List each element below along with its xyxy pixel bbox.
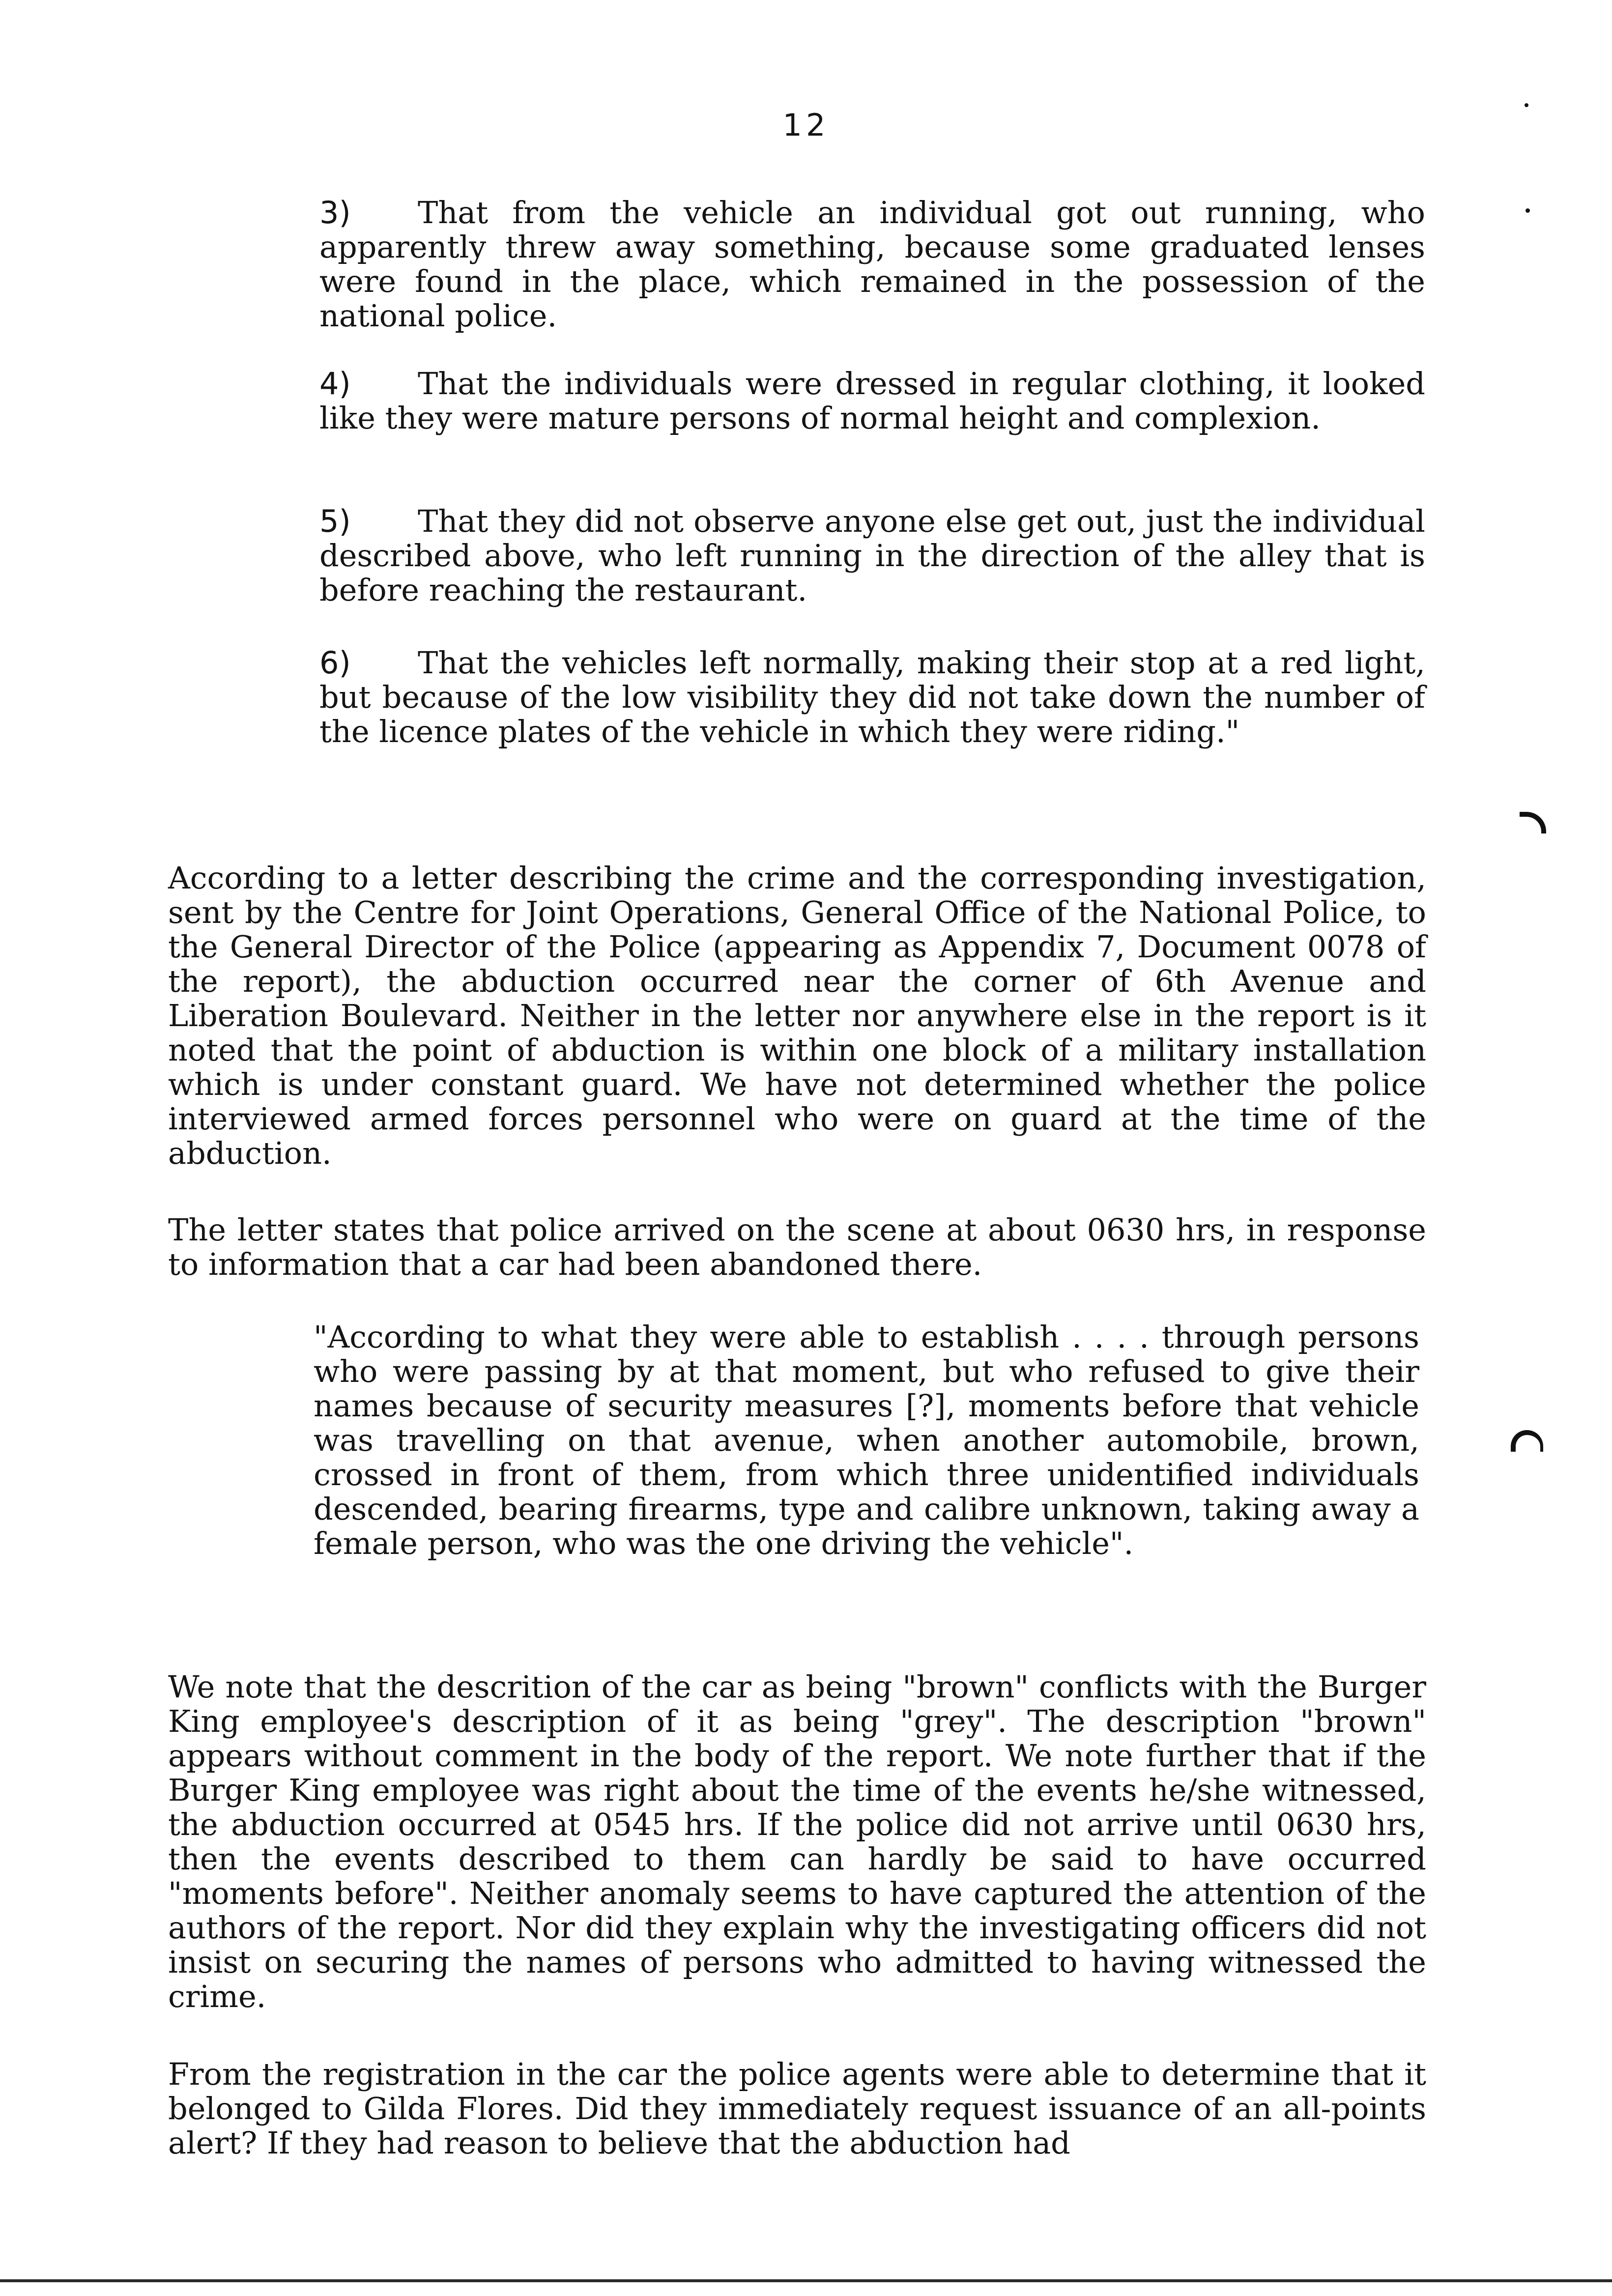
body-paragraph: From the registration in the car the police agents were able to determine that it belonged to Gilda Flores. Did they immediately request issuance of an all-points alert? If they had reason to believe that the abduction had (168, 2056, 1426, 2161)
block-quote: "According to what they were able to establish . . . . through persons who were passing by at that moment, but who refused to give their names because of security measures [?], moments before that vehicle was travelling on that avenue, when another automobile, brown, crossed in front of them, from which three unidentified individuals descended, bearing firearms, type and calibre unknown, taking away a female person, who was the one driving the vehicle". (314, 1319, 1419, 1561)
body-paragraph: According to a letter describing the crime and the corresponding investigation, sent by the Centre for Joint Operations, General Office of the National Police, to the General Director of the Police (appearing as Appendix 7, Document 0078 of the report), the abduction occurred near the corner of 6th Avenue and Liberation Boulevard. Neither in the letter nor anywhere else in the report is it noted that the point of abduction is within one block of a military installation which is under constant guard. We have not determined whether the police interviewed armed forces personnel who were on guard at the time of the abduction. (168, 860, 1426, 1171)
margin-dot-mark (1526, 208, 1530, 213)
item-number: 5) (319, 503, 351, 539)
list-item (319, 646, 1425, 749)
list-item (319, 367, 1425, 435)
item-number: 4) (319, 366, 351, 402)
item-text: That the individuals were dressed in regular clothing, it looked like they were mature persons of normal height and complexion. (319, 366, 1425, 436)
margin-dot-mark (1525, 103, 1528, 107)
body-paragraph: The letter states that police arrived on the scene at about 0630 hrs, in response to information that a car had been abandoned there. (168, 1212, 1426, 1282)
item-number: 6) (319, 645, 351, 681)
page-number: 12 (782, 107, 830, 143)
margin-hook-mark (1511, 1430, 1543, 1452)
bottom-rule (0, 2279, 1612, 2282)
item-text: That they did not observe anyone else get out, just the individual described above, who left running in the direction of the alley that is before reaching the restaurant. (319, 503, 1425, 608)
item-text: That the vehicles left normally, making their stop at a red light, but because of the low visibility they did not take down the number of the licence plates of the vehicle in which they were riding." (319, 645, 1425, 749)
item-number: 3) (319, 195, 351, 230)
list-item (319, 196, 1425, 333)
item-text: That from the vehicle an individual got out running, who apparently threw away something, because some graduated lenses were found in the place, which remained in the possession of the national police. (319, 195, 1425, 334)
body-paragraph: We note that the descrition of the car as being "brown" conflicts with the Burger King employee's description of it as being "grey". The description "brown" appears without comment in the body of the report. We note further that if the Burger King employee was right about the time of the events he/she witnessed, the abduction occurred at 0545 hrs. If the police did not arrive until 0630 hrs, then the events described to them can hardly be said to have occurred "moments before". Neither anomaly seems to have captured the attention of the authors of the report. Nor did they explain why the investigating officers did not insist on securing the names of persons who admitted to having witnessed the crime. (168, 1669, 1426, 2014)
list-item (319, 504, 1425, 607)
margin-hook-mark (1520, 812, 1546, 833)
